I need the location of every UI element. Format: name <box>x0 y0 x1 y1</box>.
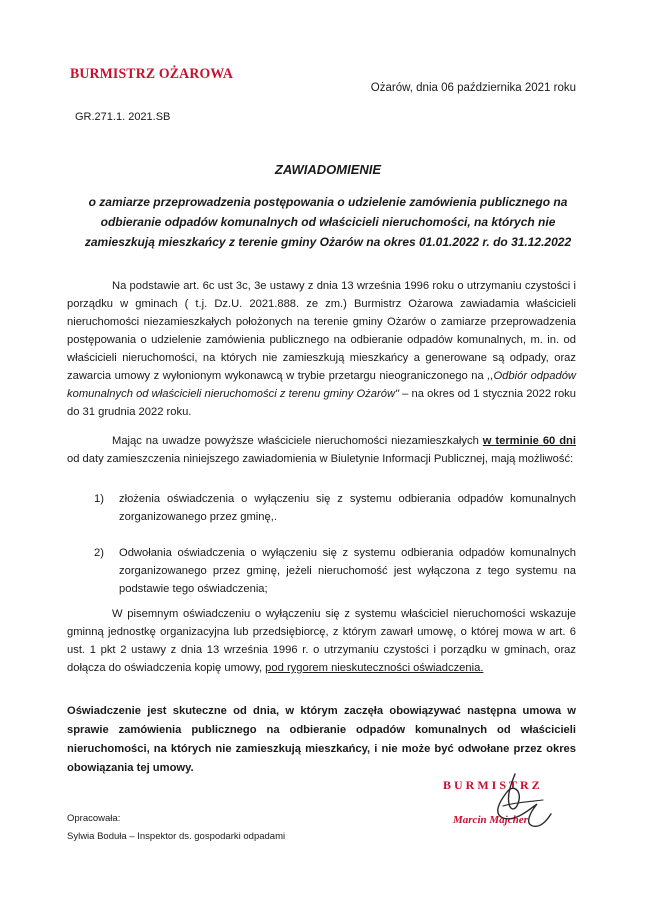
paragraph-2-rest: od daty zamieszczenia niniejszego zawiadomienia w Biuletynie Informacji Publicznej, mają możliwość: <box>67 453 574 465</box>
place-and-date: Ożarów, dnia 06 października 2021 roku <box>370 82 576 94</box>
reference-number: GR.271.1. 2021.SB <box>75 111 171 123</box>
document-subject: o zamiarze przeprowadzenia postępowania o udzielenie zamówienia publicznego na odbieranie odpadów komunalnych od właścicieli nieruchomości, na których nie zamieszkują mieszkańcy z terenie gminy Ożarów na okres 01.01.2022 r. do 31.12.2022 <box>84 195 572 249</box>
list-item-number: 1) <box>94 493 104 505</box>
list-item <box>94 544 576 598</box>
paragraph-deadline <box>67 432 576 468</box>
paragraph-1-period: – na okres od 1 stycznia 2022 roku do 31 grudnia 2022 roku. <box>67 388 577 418</box>
tender-name: ,,Odbiór odpadów komunalnych od właścicieli nieruchomości z terenu gminy Ożarów" <box>67 370 576 400</box>
mayor-stamp <box>443 770 593 840</box>
handwritten-signature <box>463 770 563 840</box>
deadline-highlight: w terminie 60 dni <box>482 435 576 447</box>
prepared-label: Opracowała: <box>67 813 121 824</box>
prepared-by <box>67 810 285 846</box>
paragraph-legal-basis <box>67 277 576 421</box>
paragraph-1-text: Na podstawie art. 6c ust 3c, 3e ustawy z dnia 13 września 1996 roku o utrzymaniu czystości i porządku w gminach ( t.j. Dz.U. 2021.888. ze zm.) Burmistrz Ożarowa zawiadamia właścicieli nieruchomości niezamieszkałych położonych na terenie gminy Ożarów o zamiarze przeprowadzenia postępowania o udzielenie zamówienia publicznego na odbieranie odpadów komunalnych, m. in. od właścicieli nieruchomości, na których nie zamieszkują mieszkańcy a generowane są odpady, oraz zawarcia umowy z wyłonionym wykonawcą w trybie przetargu nieograniczonego na <box>67 280 576 382</box>
issuer-letterhead: BURMISTRZ OŻAROWA <box>70 66 234 82</box>
list-item-text: złożenia oświadczenia o wyłączeniu się z systemu odbierania odpadów komunalnych zorganizowanego przez gminę,. <box>119 493 576 523</box>
paragraph-3-text: W pisemnym oświadczeniu o wyłączeniu się z systemu właściciel nieruchomości wskazuje gminną jednostkę organizacyjna lub przedsiębiorcę, z którym zawarł umowę, o której mowa w art. 6 ust. 1 pkt 2 ustawy z dnia 13 września 1996 r. o utrzymaniu czystości i porządku w gminach, oraz dołącza do oświadczenia kopię umowy, <box>67 608 576 674</box>
stamp-title: BURMISTRZ <box>443 778 543 792</box>
invalidity-clause: pod rygorem nieskuteczności oświadczenia. <box>265 662 484 674</box>
document-title: ZAWIADOMIENIE <box>274 162 382 177</box>
stamp-name: Marcin Majcher <box>453 814 528 826</box>
prepared-person: Sylwia Boduła – Inspektor ds. gospodarki odpadami <box>67 831 286 842</box>
paragraph-statement-requirements <box>67 605 576 677</box>
paragraph-2-text: Mając na uwadze powyższe właściciele nieruchomości niezamieszkałych <box>112 435 483 447</box>
paragraph-effectiveness: Oświadczenie jest skuteczne od dnia, w którym zaczęła obowiązywać następna umowa w sprawie zamówienia publicznego na odbieranie odpadów komunalnych od właścicieli nieruchomości, na których nie zamieszkują mieszkańcy, i nie może być odwołane przez okres obowiązania tej umowy. <box>67 705 576 774</box>
list-item-text: Odwołania oświadczenia o wyłączeniu się z systemu odbierania odpadów komunalnych zorganizowanego przez gminę, jeżeli nieruchomość jest wyłączona z tego systemu na podstawie tego oświadczenia; <box>119 547 576 595</box>
list-item <box>94 490 576 526</box>
list-item-number: 2) <box>94 547 104 559</box>
